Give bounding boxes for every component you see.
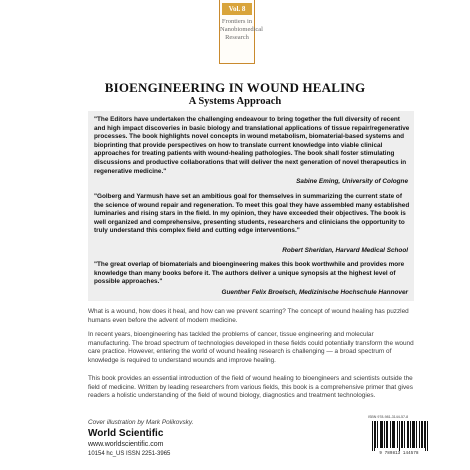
- series-name: Frontiers in Nanobiomedical Research: [220, 18, 263, 41]
- volume-label: Vol. 8: [222, 3, 252, 15]
- cover-illustration-credit: Cover illustration by Mark Polikovsky.: [88, 419, 194, 426]
- review-attribution: Robert Sheridan, Harvard Medical School: [282, 247, 408, 254]
- isbn-barcode: [368, 415, 430, 459]
- publisher-url: www.worldscientific.com: [88, 441, 164, 448]
- reviews-panel: [88, 111, 414, 301]
- review-quote: "The Editors have undertaken the challenging endeavour to bring together the full diversity of recent and high impact discoveries in basic biology and translational applications of tissue repair/regenerative processes. The book highlights novel concepts in wound metabolism, biomaterial-based systems and bioprinting that provide perspectives on how to translate current knowledge into viable clinical approaches for treating patients with wound-healing pathologies. The book shall foster stimulating discussions and productive collaborations that will deliver the next generation of novel therapeutics in regenerative medicine.": [94, 116, 410, 175]
- review-quote: "Golberg and Yarmush have set an ambitious goal for themselves in summarizing the current state of the science of wound repair and regeneration. To meet this goal they have assembled many established luminaries and rising stars in the field. In my opinion, they have exceeded their objectives. The book is well organized and comprehensive, presenting students, researchers and clinicians the opportunity to truly understand this complex field and cutting edge interventions.": [94, 193, 410, 235]
- review-attribution: Sabine Eming, University of Cologne: [296, 178, 408, 185]
- barcode-icon: [372, 421, 428, 451]
- book-subtitle: A Systems Approach: [188, 96, 282, 107]
- body-paragraph: This book provides an essential introduction of the field of wound healing to bioengineers and scientists outside the field of medicine. Written by leading researchers from various fields, this book is a comprehensive primer that gives readers a holistic understanding of the field of wound biology, diagnostics and treatment technologies.: [88, 375, 413, 400]
- body-paragraph: What is a wound, how does it heal, and how can we prevent scarring? The concept of wound healing has puzzled humans even before the advent of modern medicine.: [88, 308, 409, 324]
- book-title: BIOENGINEERING IN WOUND HEALING: [104, 80, 366, 95]
- review-attribution: Guenther Felix Broelsch, Medizinische Hochschule Hannover: [221, 289, 408, 296]
- isbn-line: ISBN 978-981-3144-57-8: [368, 415, 409, 419]
- publisher-name: World Scientific: [88, 428, 164, 439]
- publisher-code: 10154 hc_US ISSN 2251-3965: [88, 451, 171, 457]
- series-badge: [219, 0, 263, 64]
- review-quote: "The great overlap of biomaterials and bioengineering makes this book worthwhile and provides more knowledge than many books before it. The authors deliver a unique synopsis at the highest level of possible approaches.": [94, 261, 405, 286]
- body-paragraph: In recent years, bioengineering has tackled the problems of cancer, tissue engineering and molecular manufacturing. The broad spectrum of technologies developed in these fields could potentially transform the wound care practice. However, entering the world of wound healing research is challenging — a broad spectrum of knowledge is required to understand wounds and improve healing.: [88, 331, 414, 364]
- barcode-digits: 9 789813 144578: [379, 452, 419, 456]
